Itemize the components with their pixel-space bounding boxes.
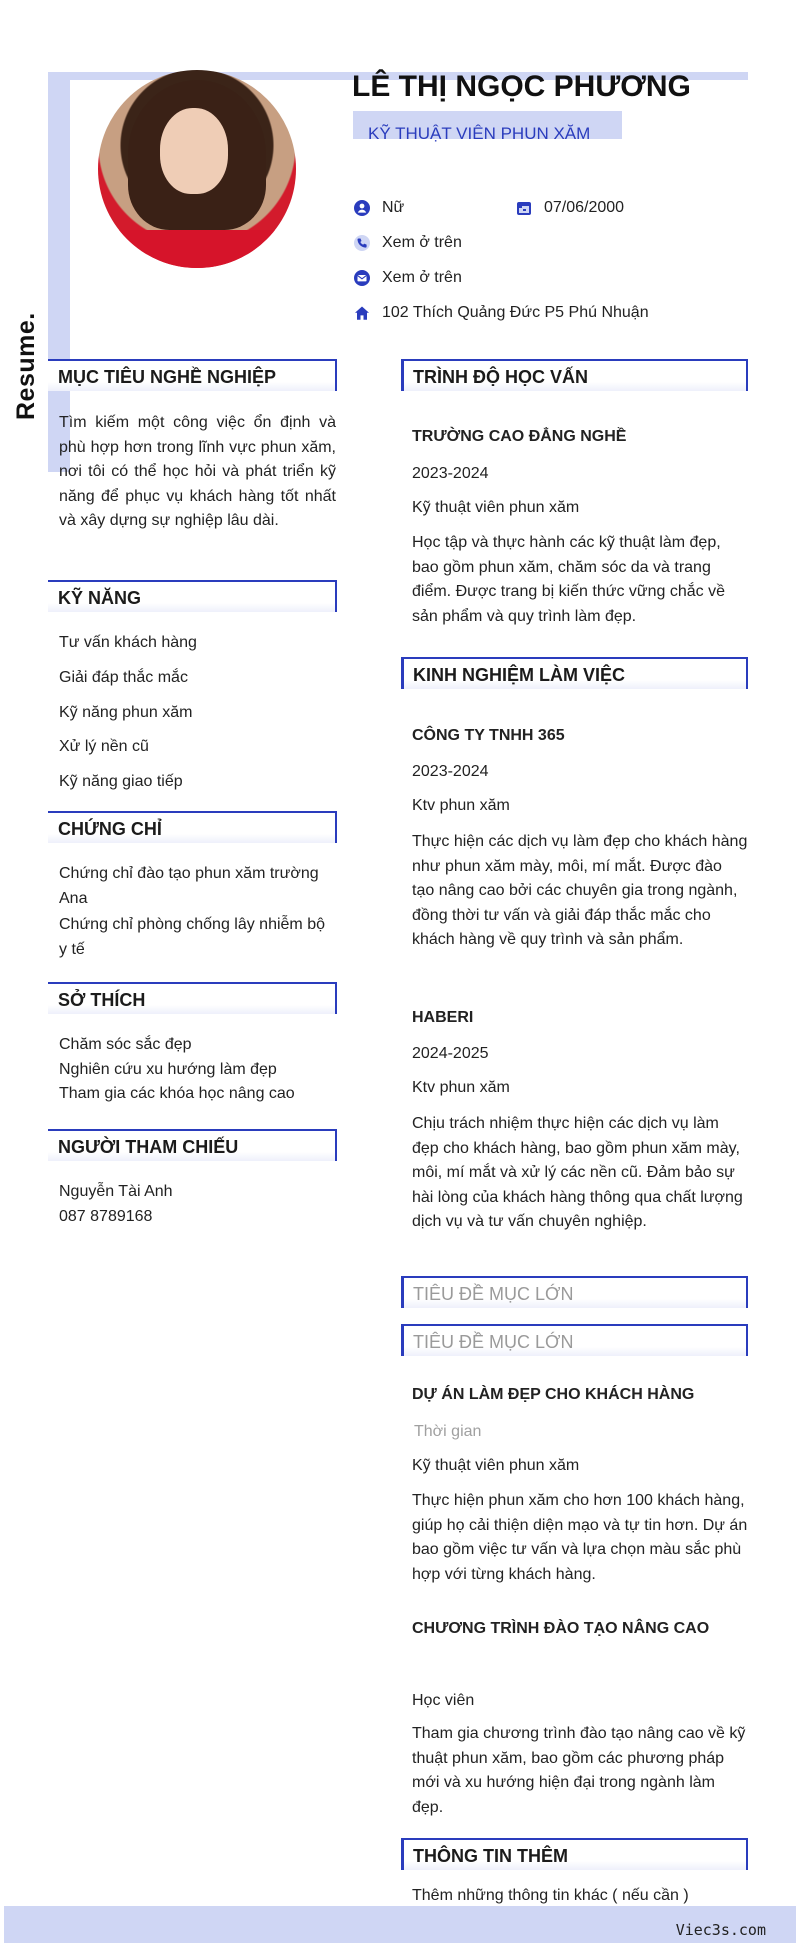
certificates-title: CHỨNG CHỈ: [48, 811, 337, 843]
gender-row: [354, 199, 404, 217]
job-description: Thực hiện các dịch vụ làm đẹp cho khách hàng như phun xăm mày, môi, mí mắt. Được đào tạo nâng cao bởi các chuyên gia trong ngành, đồng thời tư vấn và giải đáp thắc mắc cho khách hàng về quy trình và sản phẩm.: [412, 833, 748, 949]
education-title: TRÌNH ĐỘ HỌC VẤN: [403, 359, 748, 391]
skills-title: KỸ NĂNG: [48, 580, 337, 612]
placeholder-title: TIÊU ĐỀ MỤC LỚN: [403, 1324, 748, 1356]
job-company: CÔNG TY TNHH 365: [412, 727, 565, 744]
additional-title: THÔNG TIN THÊM: [403, 1838, 748, 1870]
job-period: 2023-2024: [412, 763, 489, 780]
phone-value: Xem ở trên: [382, 234, 462, 251]
project-role: Học viên: [412, 1692, 475, 1709]
certificate-item: Chứng chỉ đào tạo phun xăm trường Ana: [59, 865, 319, 907]
objective-text: Tìm kiếm một công việc ổn định và phù hợp hơn trong lĩnh vực phun xăm, nơi tôi có thể học hỏi và phát triển kỹ năng để phục vụ khách hàng tốt nhất và xây dựng sự nghiệp lâu dài.: [59, 414, 336, 530]
birthdate-value: 07/06/2000: [544, 199, 625, 216]
project-period: Thời gian: [414, 1423, 482, 1440]
project-role: Kỹ thuật viên phun xăm: [412, 1457, 580, 1474]
job-company: HABERI: [412, 1009, 474, 1026]
education-major: Kỹ thuật viên phun xăm: [412, 499, 580, 516]
footer-brand[interactable]: Viec3s.com: [675, 1921, 766, 1939]
experience-title: KINH NGHIỆM LÀM VIỆC: [403, 657, 748, 689]
hobby-item: Tham gia các khóa học nâng cao: [59, 1085, 295, 1102]
mail-icon: [354, 270, 370, 286]
placeholder-title: TIÊU ĐỀ MỤC LỚN: [403, 1276, 748, 1308]
reference-name: Nguyễn Tài Anh: [59, 1183, 173, 1200]
skill-item: Xử lý nền cũ: [59, 738, 149, 755]
email-value: Xem ở trên: [382, 269, 462, 286]
references-title: NGƯỜI THAM CHIẾU: [48, 1129, 337, 1161]
avatar: [98, 70, 296, 268]
hobby-item: Chăm sóc sắc đẹp: [59, 1036, 192, 1053]
project-description: Tham gia chương trình đào tạo nâng cao về kỹ thuật phun xăm, bao gồm các phương pháp mới và xu hướng hiện đại trong ngành làm đẹp.: [412, 1725, 746, 1816]
gender-value: Nữ: [382, 199, 405, 216]
address-row: [354, 304, 649, 322]
hobbies-title: SỞ THÍCH: [48, 982, 337, 1014]
project-name: DỰ ÁN LÀM ĐẸP CHO KHÁCH HÀNG: [412, 1386, 695, 1403]
skill-item: Tư vấn khách hàng: [59, 634, 197, 651]
address-value: 102 Thích Quảng Đức P5 Phú Nhuận: [382, 304, 649, 321]
project-description: Thực hiện phun xăm cho hơn 100 khách hàng, giúp họ cải thiện diện mạo và tự tin hơn. Dự án bao gồm việc tư vấn và lựa chọn màu sắc phù hợp với từng khách hàng.: [412, 1492, 748, 1583]
additional-text: Thêm những thông tin khác ( nếu cần ): [412, 1887, 689, 1904]
job-position: Ktv phun xăm: [412, 1079, 510, 1096]
candidate-name: LÊ THỊ NGỌC PHƯƠNG: [352, 70, 691, 103]
person-icon: [354, 200, 370, 216]
education-school: TRƯỜNG CAO ĐẲNG NGHỀ: [412, 428, 627, 445]
job-position: Ktv phun xăm: [412, 797, 510, 814]
hobby-item: Nghiên cứu xu hướng làm đẹp: [59, 1061, 277, 1078]
phone-icon: [354, 235, 370, 251]
home-icon: [354, 305, 370, 321]
job-description: Chịu trách nhiệm thực hiện các dịch vụ làm đẹp cho khách hàng, bao gồm phun xăm mày, môi, mí mắt và xử lý các nền cũ. Đảm bảo sự hài lòng của khách hàng thông qua chất lượng dịch vụ và tư vấn chuyên nghiệp.: [412, 1115, 743, 1231]
email-row: [354, 269, 462, 287]
education-description: Học tập và thực hành các kỹ thuật làm đẹp, bao gồm phun xăm, chăm sóc da và trang điểm. Được trang bị kiến thức vững chắc về sản phẩm và quy trình làm đẹp.: [412, 534, 725, 625]
resume-side-label: Resume.: [12, 312, 40, 420]
education-period: 2023-2024: [412, 465, 489, 482]
objective-title: MỤC TIÊU NGHỀ NGHIỆP: [48, 359, 337, 391]
certificate-item: Chứng chỉ phòng chống lây nhiễm bộ y tế: [59, 916, 325, 958]
birthdate-row: [516, 199, 624, 217]
job-title: KỸ THUẬT VIÊN PHUN XĂM: [368, 124, 591, 143]
job-period: 2024-2025: [412, 1045, 489, 1062]
phone-row: [354, 234, 462, 252]
reference-phone: 087 8789168: [59, 1208, 153, 1225]
skill-item: Kỹ năng giao tiếp: [59, 773, 183, 790]
skill-item: Giải đáp thắc mắc: [59, 669, 188, 686]
calendar-icon: [516, 200, 532, 216]
skill-item: Kỹ năng phun xăm: [59, 704, 193, 721]
project-name: CHƯƠNG TRÌNH ĐÀO TẠO NÂNG CAO: [412, 1620, 710, 1637]
